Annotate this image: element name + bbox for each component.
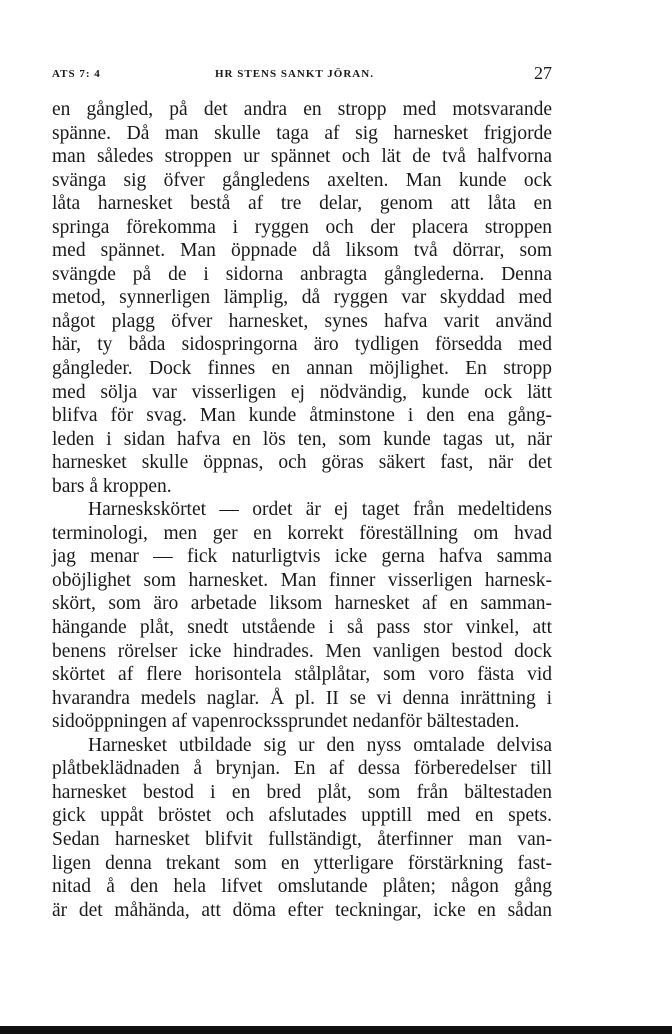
text-line: här, ty båda sidospringorna äro tydligen försedda med [52, 334, 552, 356]
text-line: ligen denna trekant som en ytterligare förstärkning fast- [52, 852, 552, 874]
text-line: jag menar — fick naturligtvis icke gerna hafva samma [52, 546, 552, 568]
text-line: gick uppåt bröstet och afslutades upptill med en spets. [52, 805, 552, 827]
text-line: harnesket bestod i en bred plåt, som från bältestaden [52, 781, 552, 803]
text-line: benens rörelser icke hindrades. Men vanligen bestod dock [52, 640, 552, 662]
text-line: Harneskskörtet — ordet är ej taget från medeltidens [88, 499, 552, 521]
text-line: plåtbeklädnaden å brynjan. En af dessa förberedelser till [52, 758, 552, 780]
text-line: skört, som äro arbetade liksom harnesket af en samman- [52, 593, 552, 615]
text-line: nitad å den hela lifvet omslutande plåten; någon gång [52, 876, 552, 898]
text-line: med sölja var visserligen ej nödvändig, kunde ock lätt [52, 381, 552, 403]
body-text [52, 98, 552, 922]
text-line: bars å kroppen. [52, 475, 172, 497]
text-line: skörtet af flere horisontela stålplåtar, som voro fästa vid [52, 664, 552, 686]
page-number: 27 [534, 63, 552, 83]
text-line: en gångled, på det andra en stropp med motsvarande [52, 99, 552, 120]
text-line: hvarandra medels naglar. Å pl. II se vi denna inrättning i [52, 687, 552, 709]
scan-edge-bar [0, 1026, 672, 1034]
text-line: metod, synnerligen lämplig, då ryggen var skyddad med [52, 287, 552, 309]
text-line: blifva för svag. Man kunde åtminstone i den ena gång- [52, 405, 552, 427]
running-header-title: HR STENS SANKT JÖRAN. [215, 68, 374, 80]
text-line: Sedan harnesket blifvit fullständigt, återfinner man van- [52, 828, 552, 850]
text-line: springa förekomma i ryggen och der placera stroppen [52, 216, 552, 238]
text-line: är det måhända, att döma efter teckningar, icke en sådan [52, 899, 552, 921]
text-line: oböjlighet som harnesket. Man finner visserligen harnesk- [52, 569, 552, 591]
text-line: Harnesket utbildade sig ur den nyss omtalade delvisa [88, 734, 552, 756]
text-line: terminologi, men ger en korrekt föreställning om hvad [52, 522, 552, 544]
text-line: med spännet. Man öppnade då liksom två dörrar, som [52, 240, 552, 262]
text-line: hängande plåt, snedt utstående i så pass stor vinkel, att [52, 617, 552, 639]
running-header-series: ATS 7: 4 [52, 68, 101, 80]
text-line: något plagg öfver harnesket, synes hafva varit använd [52, 310, 552, 332]
text-line: gångleder. Dock finnes en annan möjlighet. En stropp [52, 358, 552, 380]
text-line: leden i sidan hafva en lös ten, som kunde tagas ut, när [52, 428, 552, 450]
text-line: svänga sig öfver gångledens axelten. Man kunde ock [52, 169, 552, 191]
text-line: man således stroppen ur spännet och lät de två halfvorna [52, 146, 552, 168]
text-line: svängde på de i sidorna anbragta gånglederna. Denna [52, 263, 552, 285]
text-line: harnesket skulle öppnas, och göras säkert fast, när det [52, 452, 552, 474]
text-line: låta harnesket bestå af tre delar, genom att låta en [52, 193, 552, 215]
text-line: sidoöppningen af vapenrockssprundet nedanför bältestaden. [52, 711, 520, 733]
text-line: spänne. Då man skulle taga af sig harnesket frigjorde [52, 122, 552, 144]
